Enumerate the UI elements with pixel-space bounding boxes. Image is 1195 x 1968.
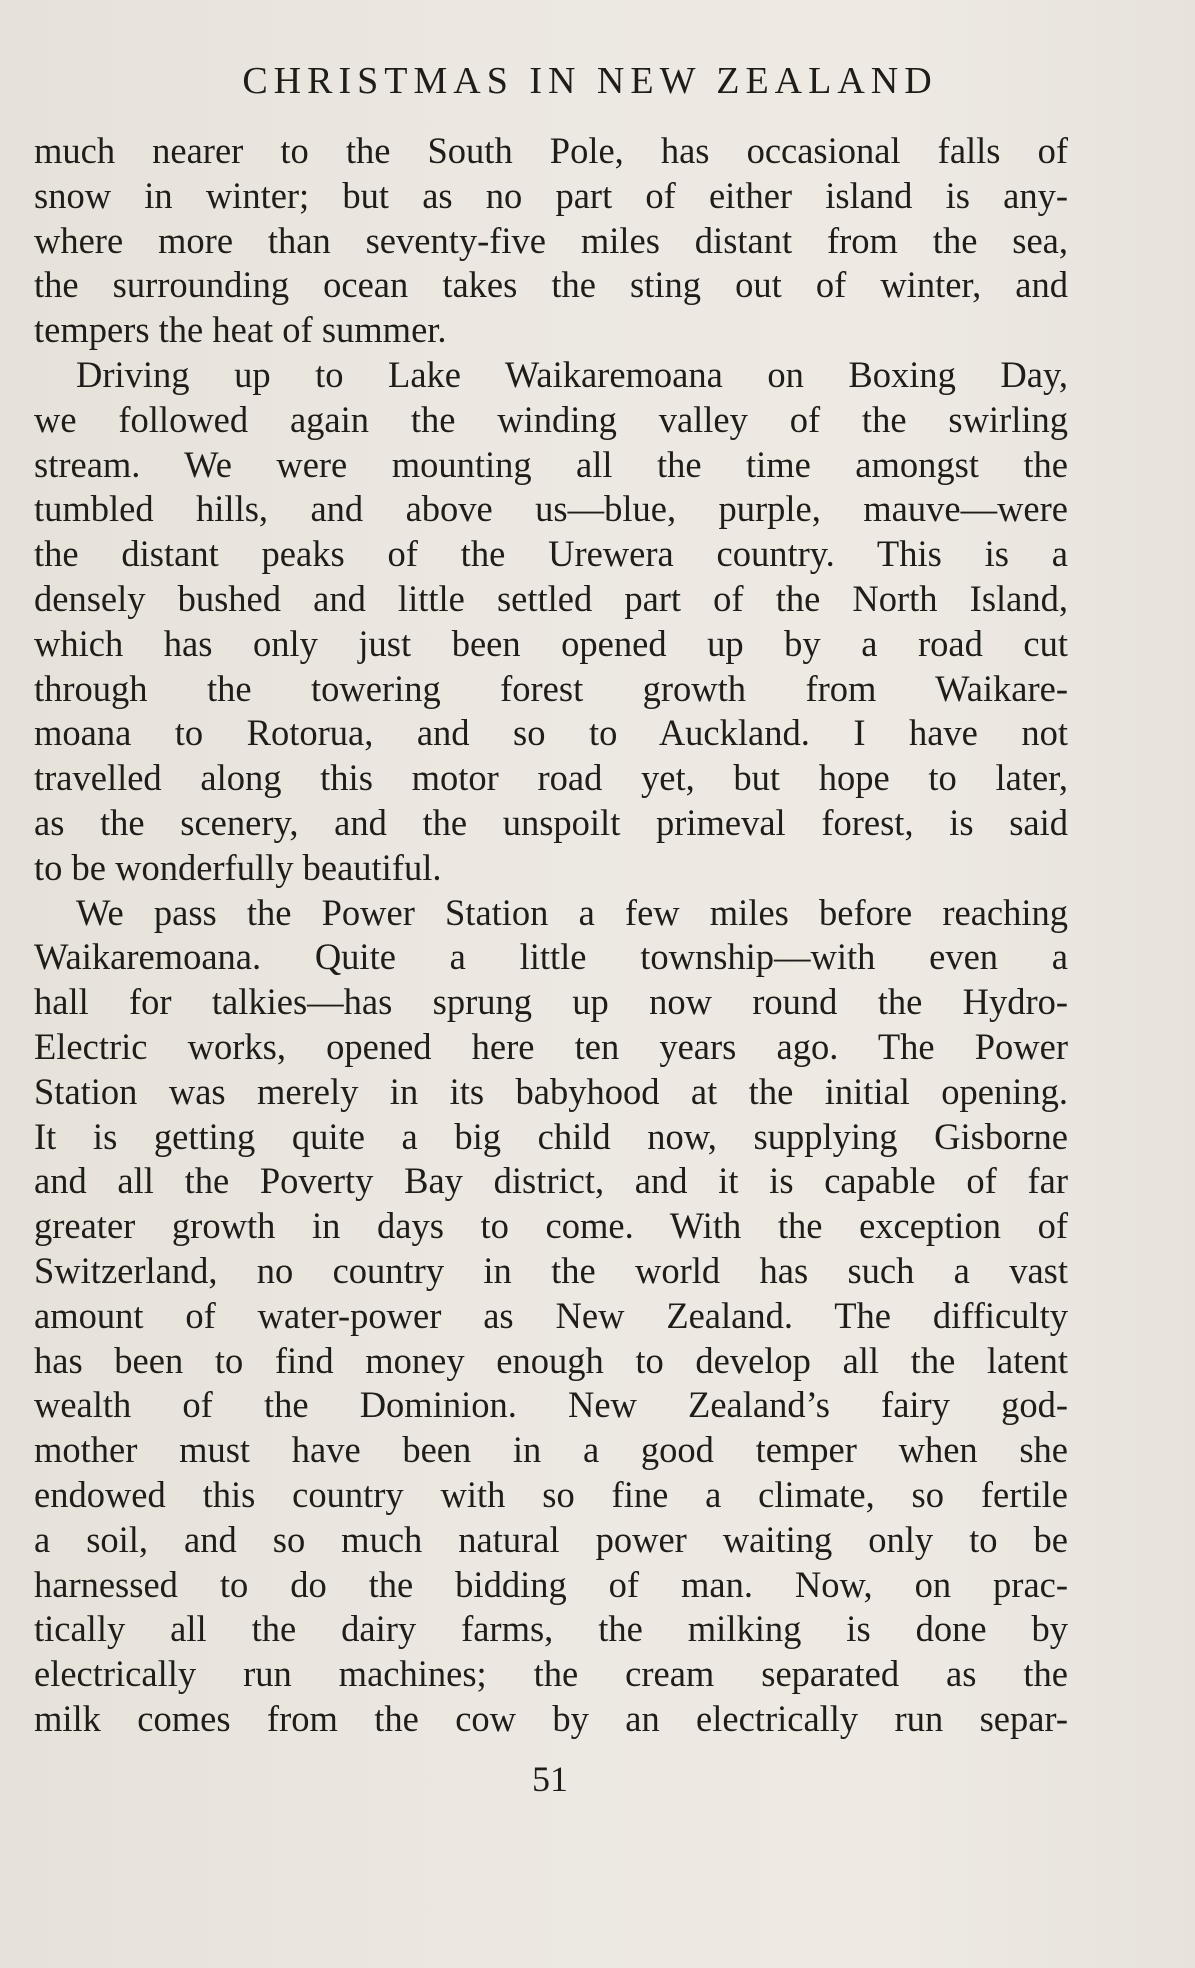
- page-number: 51: [532, 1759, 568, 1799]
- text-line: tically all the dairy farms, the milking is done by: [34, 1608, 1068, 1650]
- running-header: CHRISTMAS IN NEW ZEALAND: [242, 60, 938, 102]
- text-line: much nearer to the South Pole, has occasional falls of: [34, 130, 1068, 171]
- text-line: a soil, and so much natural power waiting only to be: [34, 1518, 1068, 1560]
- text-line: the surrounding ocean takes the sting out of winter, and: [34, 264, 1068, 306]
- text-line: we followed again the winding valley of the swirling: [34, 398, 1068, 440]
- text-line: snow in winter; but as no part of either island is any-: [34, 174, 1068, 216]
- text-line: has been to find money enough to develop all the latent: [34, 1339, 1068, 1381]
- text-line: the distant peaks of the Urewera country. This is a: [34, 533, 1068, 575]
- text-line: densely bushed and little settled part of the North Island,: [34, 577, 1068, 619]
- text-line: where more than seventy-five miles distant from the sea,: [34, 219, 1068, 261]
- text-line: Station was merely in its babyhood at the initial opening.: [34, 1070, 1068, 1112]
- text-line: amount of water-power as New Zealand. The difficulty: [34, 1294, 1068, 1336]
- text-line: Waikaremoana. Quite a little township—with even a: [34, 936, 1068, 978]
- text-line: through the towering forest growth from Waikare-: [34, 667, 1068, 709]
- text-line: Driving up to Lake Waikaremoana on Boxing Day,: [76, 353, 1068, 395]
- text-line: which has only just been opened up by a road cut: [34, 622, 1068, 664]
- text-line: It is getting quite a big child now, supplying Gisborne: [34, 1115, 1068, 1157]
- text-line: as the scenery, and the unspoilt primeval forest, is said: [34, 801, 1068, 843]
- text-line: Electric works, opened here ten years ago. The Power: [34, 1025, 1068, 1067]
- text-line: wealth of the Dominion. New Zealand’s fairy god-: [34, 1384, 1068, 1426]
- text-line: tumbled hills, and above us—blue, purple, mauve—were: [34, 488, 1068, 530]
- text-line: milk comes from the cow by an electrically run separ-: [34, 1697, 1068, 1739]
- text-line: stream. We were mounting all the time amongst the: [34, 443, 1068, 485]
- text-line: moana to Rotorua, and so to Auckland. I have not: [34, 712, 1068, 754]
- text-line: travelled along this motor road yet, but hope to later,: [34, 757, 1068, 799]
- text-line: endowed this country with so fine a climate, so fertile: [34, 1473, 1068, 1515]
- text-line: mother must have been in a good temper when she: [34, 1429, 1068, 1471]
- text-line: to be wonderfully beautiful.: [34, 846, 442, 888]
- text-line: greater growth in days to come. With the exception of: [34, 1205, 1068, 1247]
- text-line: We pass the Power Station a few miles before reaching: [76, 891, 1068, 933]
- text-line: hall for talkies—has sprung up now round the Hydro-: [34, 981, 1068, 1023]
- body-text: [34, 129, 1068, 1742]
- text-line: and all the Poverty Bay district, and it is capable of far: [34, 1160, 1068, 1202]
- text-line: electrically run machines; the cream separated as the: [34, 1653, 1068, 1695]
- text-line: tempers the heat of summer.: [34, 309, 447, 351]
- text-line: Switzerland, no country in the world has such a vast: [34, 1249, 1068, 1291]
- text-line: harnessed to do the bidding of man. Now, on prac-: [34, 1563, 1068, 1605]
